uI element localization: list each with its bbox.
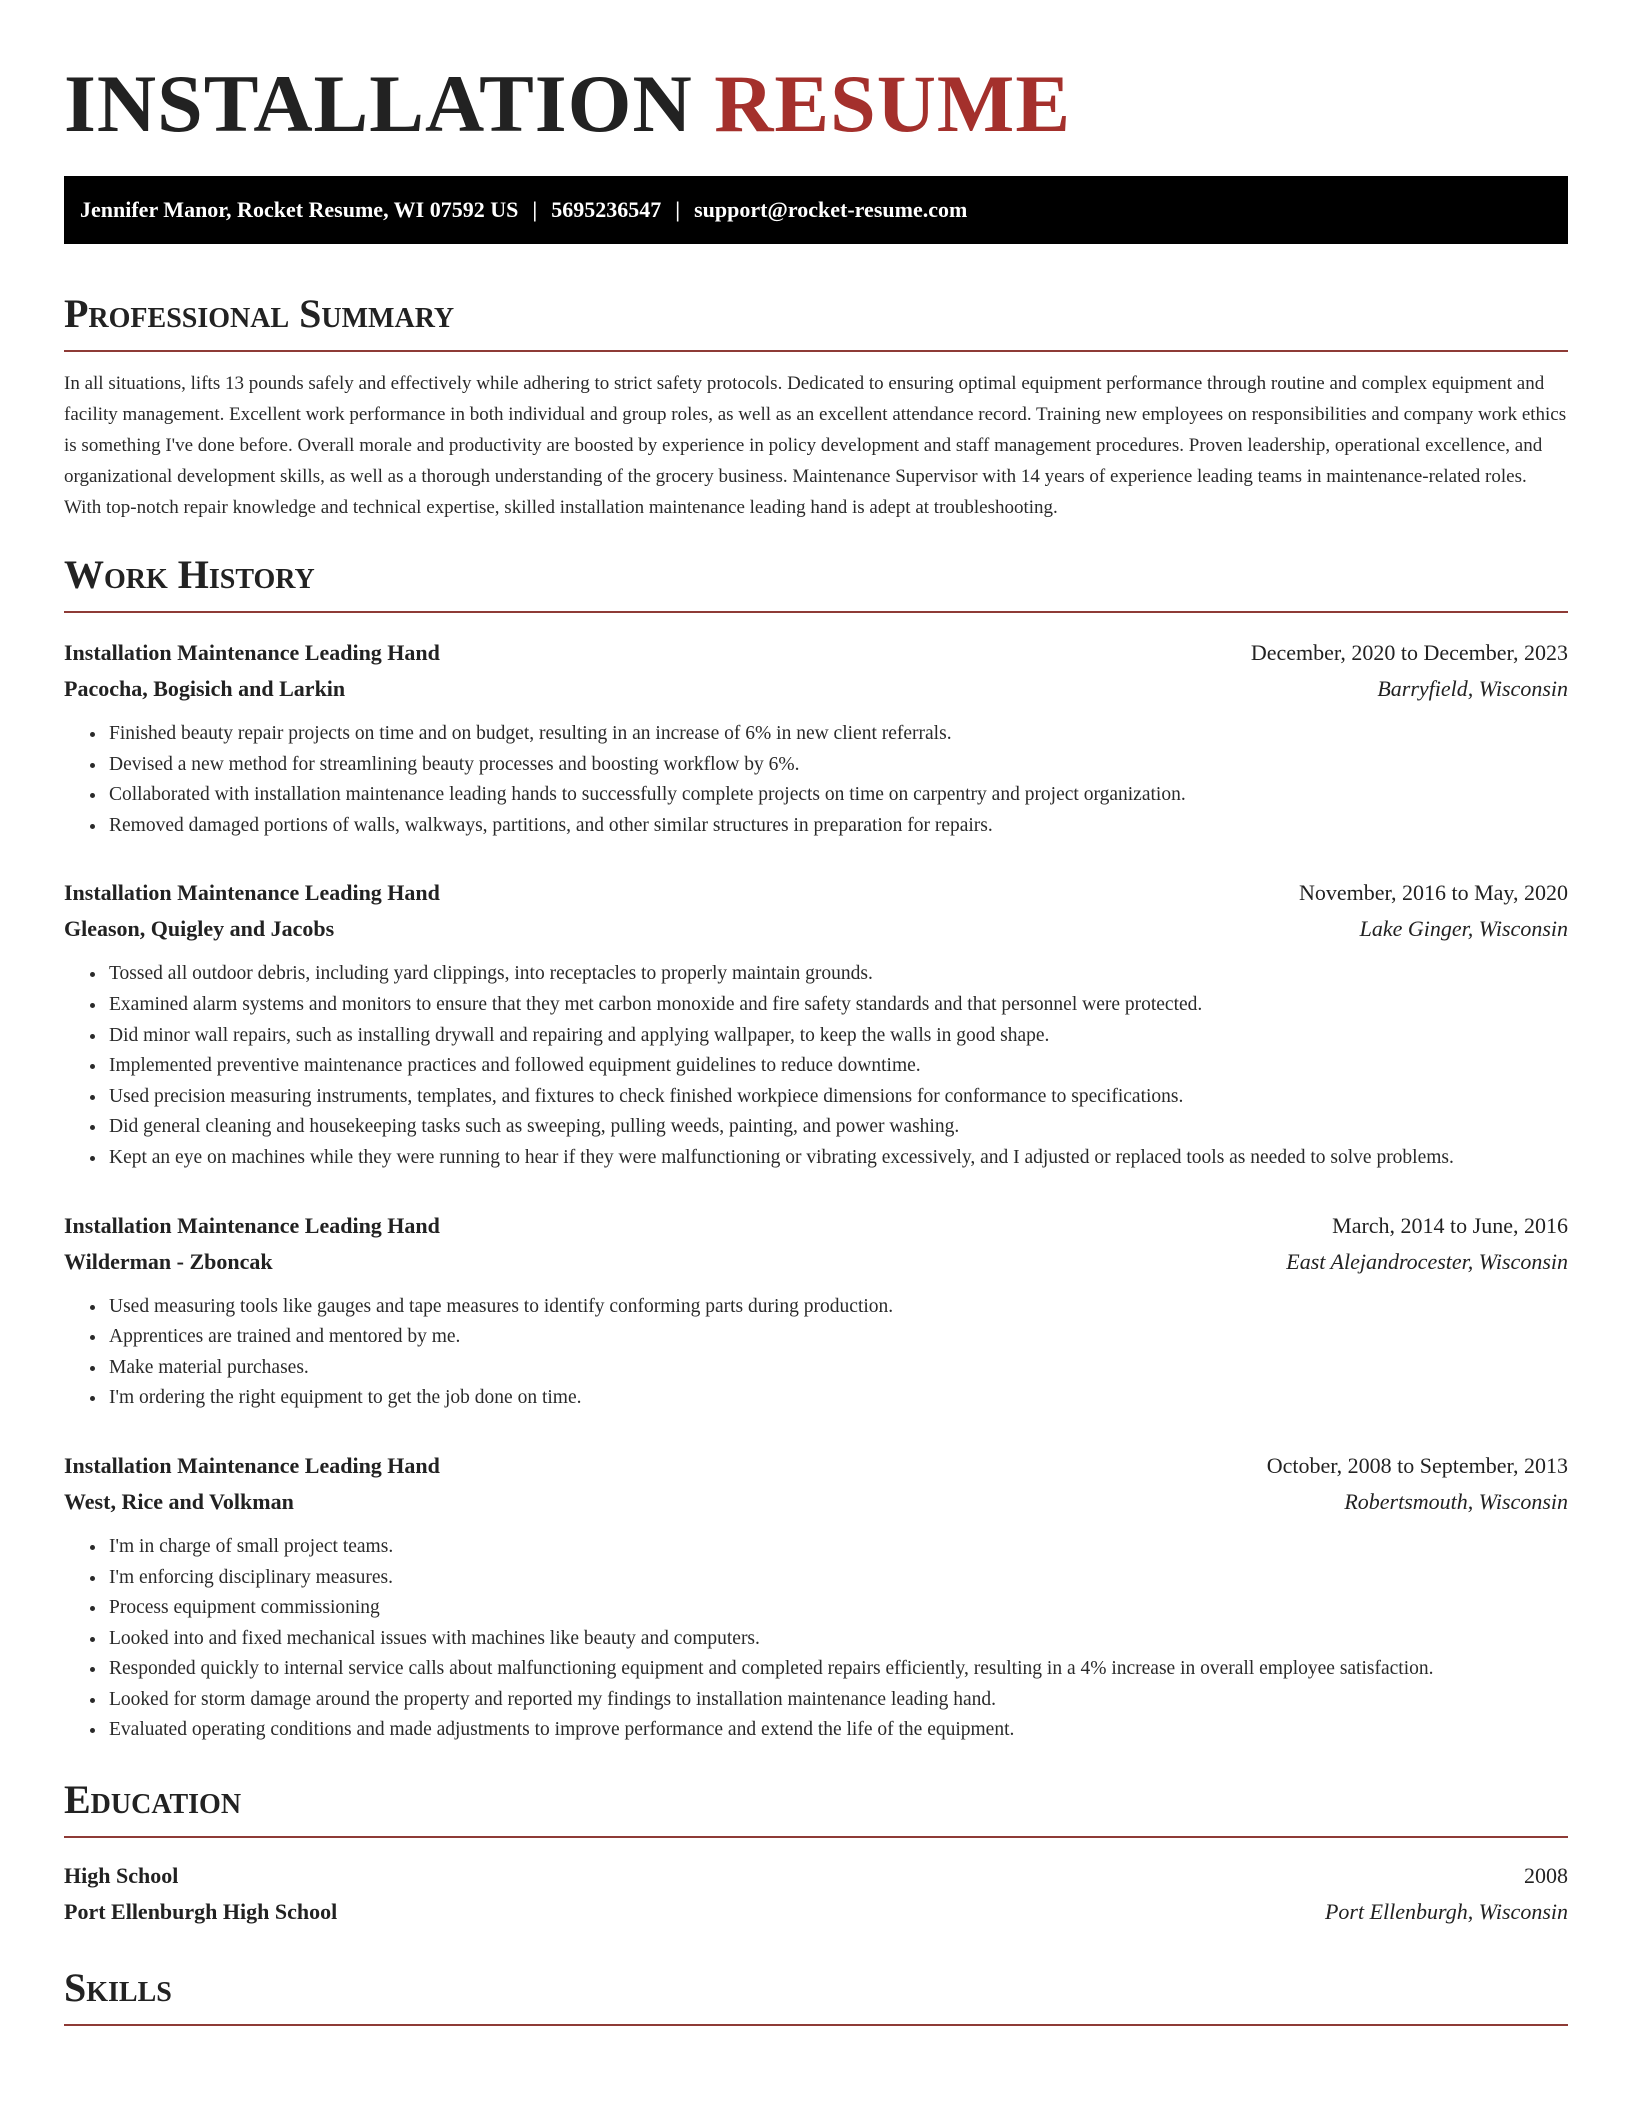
job-dates: October, 2008 to September, 2013 <box>1266 1452 1568 1478</box>
summary-text: In all situations, lifts 13 pounds safely and effectively while adhering to strict safety protocols. Dedicated to ensuring optimal equipment performance through routine and complex equipment and facility management. Excellent work performance in both individual and group roles, as well as an excellent attendance record. Training new employees on responsibilities and company work ethics is something I've done before. Overall morale and productivity are boosted by experience in policy development and staff management procedures. Proven leadership, operational excellence, and organizational development skills, as well as a thorough understanding of the grocery business. Maintenance Supervisor with 14 years of experience leading teams in maintenance-related roles. With top-notch repair knowledge and technical expertise, skilled installation maintenance leading hand is adept at troubleshooting. <box>64 373 1567 518</box>
job-bullet: • Kept an eye on machines while they were running to hear if they were malfunctioning or vibrating excessively, and I adjusted or replaced tools as needed to solve problems. <box>107 1143 1568 1174</box>
job-bullet: • Used measuring tools like gauges and tape measures to identify conforming parts during production. <box>107 1292 1568 1323</box>
title-installation: INSTALLATION <box>64 58 693 149</box>
job-location: Lake Ginger, Wisconsin <box>1359 916 1568 942</box>
job-bullet: • Process equipment commissioning <box>107 1593 1568 1624</box>
job-bullet: • Evaluated operating conditions and made adjustments to improve performance and extend the life of the equipment. <box>107 1715 1568 1746</box>
job-bullet: • Did general cleaning and housekeeping tasks such as sweeping, pulling weeds, painting, and power washing. <box>107 1112 1568 1143</box>
job-location: Barryfield, Wisconsin <box>1377 676 1568 701</box>
job-location: Robertsmouth, Wisconsin <box>1344 1488 1568 1514</box>
work-history-list <box>64 635 1568 1746</box>
job-title: Installation Maintenance Leading Hand <box>64 1212 440 1238</box>
job-bullet: • Implemented preventive maintenance practices and followed equipment guidelines to reduce downtime. <box>107 1051 1568 1082</box>
job-bullets <box>64 1292 1568 1414</box>
job-bullet: • Make material purchases. <box>107 1353 1568 1384</box>
skills-heading: Skills <box>64 1964 1568 2026</box>
job-bullet: • Examined alarm systems and monitors to ensure that they met carbon monoxide and fire safety standards and that personnel were protected. <box>107 990 1568 1021</box>
education-school: Port Ellenburgh High School <box>64 1899 338 1925</box>
job-entry <box>64 875 1568 1173</box>
job-dates: December, 2020 to December, 2023 <box>1250 640 1568 665</box>
contact-address: Jennifer Manor, Rocket Resume, WI 07592 US <box>80 197 519 222</box>
job-bullet: • Looked for storm damage around the property and reported my findings to installation maintenance leading hand. <box>107 1685 1568 1716</box>
education-location: Port Ellenburgh, Wisconsin <box>1324 1899 1568 1925</box>
job-bullets <box>64 719 1568 841</box>
education-degree: High School <box>64 1863 179 1889</box>
job-title: Installation Maintenance Leading Hand <box>64 1452 440 1478</box>
summary-heading: Professional Summary <box>64 290 1568 352</box>
job-bullet: • Tossed all outdoor debris, including yard clippings, into receptacles to properly maintain grounds. <box>107 959 1568 990</box>
job-bullet: • Looked into and fixed mechanical issues with machines like beauty and computers. <box>107 1624 1568 1655</box>
education-entry <box>64 1858 1568 1930</box>
job-bullet: • Removed damaged portions of walls, walkways, partitions, and other similar structures in preparation for repairs. <box>107 811 1568 842</box>
job-location: East Alejandrocester, Wisconsin <box>1286 1248 1568 1274</box>
work-history-heading: Work History <box>64 551 1568 613</box>
job-bullet: • Finished beauty repair projects on time and on budget, resulting in an increase of 6% in new client referrals. <box>107 719 1568 750</box>
job-bullets <box>64 1532 1568 1746</box>
job-bullet: • I'm ordering the right equipment to get the job done on time. <box>107 1383 1568 1414</box>
job-dates: November, 2016 to May, 2020 <box>1299 880 1568 906</box>
resume-title <box>64 0 1568 150</box>
job-bullet: • Used precision measuring instruments, templates, and fixtures to check finished workpiece dimensions for conformance to specifications. <box>107 1082 1568 1113</box>
job-company: Pacocha, Bogisich and Larkin <box>64 676 346 701</box>
education-heading: Education <box>64 1776 1568 1838</box>
title-resume: RESUME <box>714 58 1072 149</box>
contact-email: support@rocket-resume.com <box>694 197 968 222</box>
job-bullet: • Collaborated with installation maintenance leading hands to successfully complete projects on time on carpentry and project organization. <box>107 780 1568 811</box>
contact-separator: | <box>532 197 538 222</box>
job-bullet: • Did minor wall repairs, such as installing drywall and repairing and applying wallpaper, to keep the walls in good shape. <box>107 1021 1568 1052</box>
job-company: Gleason, Quigley and Jacobs <box>64 916 335 942</box>
job-bullet: • I'm enforcing disciplinary measures. <box>107 1563 1568 1594</box>
job-bullet: • I'm in charge of small project teams. <box>107 1532 1568 1563</box>
job-company: Wilderman - Zboncak <box>64 1248 273 1274</box>
contact-phone: 5695236547 <box>551 197 662 222</box>
job-bullets <box>64 959 1568 1173</box>
job-title: Installation Maintenance Leading Hand <box>64 880 440 906</box>
job-bullet: • Responded quickly to internal service calls about malfunctioning equipment and completed repairs efficiently, resulting in a 4% increase in overall employee satisfaction. <box>107 1654 1568 1685</box>
job-entry <box>64 1208 1568 1414</box>
job-bullet: • Devised a new method for streamlining beauty processes and boosting workflow by 6%. <box>107 750 1568 781</box>
contact-bar <box>64 176 1568 244</box>
job-entry <box>64 1448 1568 1746</box>
education-year: 2008 <box>1524 1863 1568 1889</box>
job-entry <box>64 635 1568 841</box>
job-company: West, Rice and Volkman <box>64 1488 294 1514</box>
contact-separator: | <box>675 197 681 222</box>
job-bullet: • Apprentices are trained and mentored by me. <box>107 1322 1568 1353</box>
job-dates: March, 2014 to June, 2016 <box>1332 1212 1568 1238</box>
job-title: Installation Maintenance Leading Hand <box>64 640 440 665</box>
